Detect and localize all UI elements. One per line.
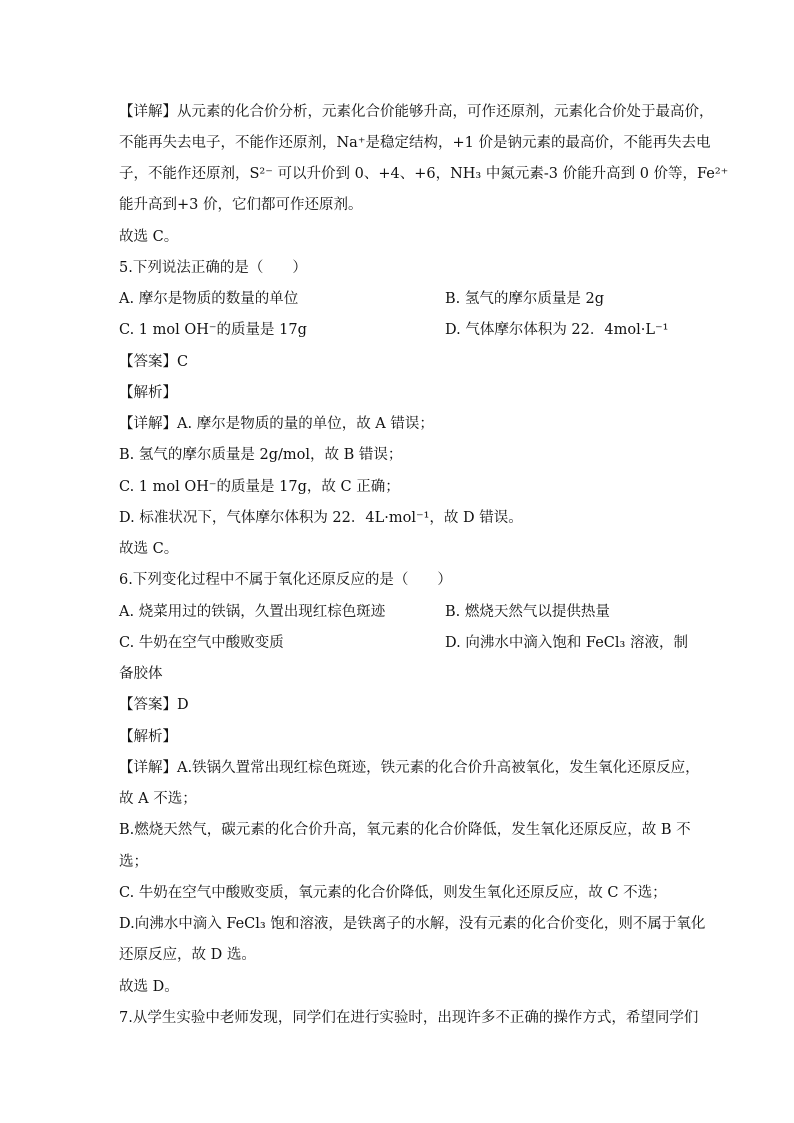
question-5-option-b: B. 氢气的摩尔质量是 2g: [445, 291, 604, 307]
question-5-explanation-line: D. 标准状况下，气体摩尔体积为 22．4L·mol⁻¹，故 D 错误。: [119, 510, 523, 526]
question-6-conclusion: 故选 D。: [119, 979, 179, 995]
question-5-option-c: C. 1 mol OH⁻的质量是 17g: [119, 322, 307, 338]
question-5-answer: 【答案】C: [119, 354, 189, 370]
question-6-explanation-line: 【详解】A.铁锅久置常出现红棕色斑迹，铁元素的化合价升高被氧化，发生氧化还原反应，: [119, 760, 700, 776]
conclusion-line: 故选 C。: [119, 229, 179, 245]
question-5-analysis-heading: 【解析】: [119, 385, 177, 401]
question-6-option-b: B. 燃烧天然气以提供热量: [445, 604, 610, 620]
question-6-explanation-line: D.向沸水中滴入 FeCl₃ 饱和溶液，是铁离子的水解，没有元素的化合价变化，则不属于氧化: [119, 916, 706, 932]
question-5-option-d: D. 气体摩尔体积为 22．4mol·L⁻¹: [445, 322, 669, 338]
question-5-explanation-line: 【详解】A. 摩尔是物质的量的单位，故 A 错误；: [119, 416, 434, 432]
explanation-line: 能升高到+3 价，它们都可作还原剂。: [119, 197, 363, 213]
question-6-explanation-line: B.燃烧天然气，碳元素的化合价升高，氧元素的化合价降低，发生氧化还原反应，故 B 不: [119, 822, 691, 838]
explanation-line: 不能再失去电子，不能作还原剂，Na⁺是稳定结构，+1 价是钠元素的最高价，不能再失去电: [119, 135, 711, 151]
question-5-option-a: A. 摩尔是物质的数量的单位: [119, 291, 299, 307]
question-5-explanation-line: C. 1 mol OH⁻的质量是 17g，故 C 正确；: [119, 479, 400, 495]
question-6-option-d-continued: 备胶体: [119, 666, 163, 682]
question-7-stem: 7.从学生实验中老师发现，同学们在进行实验时，出现许多不正确的操作方式，希望同学们: [119, 1010, 699, 1026]
question-6-answer: 【答案】D: [119, 697, 189, 713]
question-6-option-d: D. 向沸水中滴入饱和 FeCl₃ 溶液，制: [445, 635, 688, 651]
question-6-explanation-line: 还原反应，故 D 选。: [119, 947, 256, 963]
question-6-option-a: A. 烧菜用过的铁锅，久置出现红棕色斑迹: [119, 604, 386, 620]
question-6-option-c: C. 牛奶在空气中酸败变质: [119, 635, 284, 651]
question-5-explanation-line: B. 氢气的摩尔质量是 2g/mol，故 B 错误；: [119, 447, 403, 463]
question-6-stem: 6.下列变化过程中不属于氧化还原反应的是（ ）: [119, 572, 452, 588]
question-6-analysis-heading: 【解析】: [119, 729, 177, 745]
question-6-explanation-line: 选；: [119, 854, 148, 870]
question-6-explanation-line: C. 牛奶在空气中酸败变质，氧元素的化合价降低，则发生氧化还原反应，故 C 不选；: [119, 885, 667, 901]
explanation-line: 子，不能作还原剂，S²⁻ 可以升价到 0、+4、+6，NH₃ 中氮元素-3 价能升高到 0 价等，Fe²⁺: [119, 166, 729, 182]
question-5-stem: 5.下列说法正确的是（ ）: [119, 260, 307, 276]
explanation-line: 【详解】从元素的化合价分析，元素化合价能够升高，可作还原剂，元素化合价处于最高价，: [119, 104, 714, 120]
question-6-explanation-line: 故 A 不选；: [119, 791, 197, 807]
question-5-conclusion: 故选 C。: [119, 541, 179, 557]
